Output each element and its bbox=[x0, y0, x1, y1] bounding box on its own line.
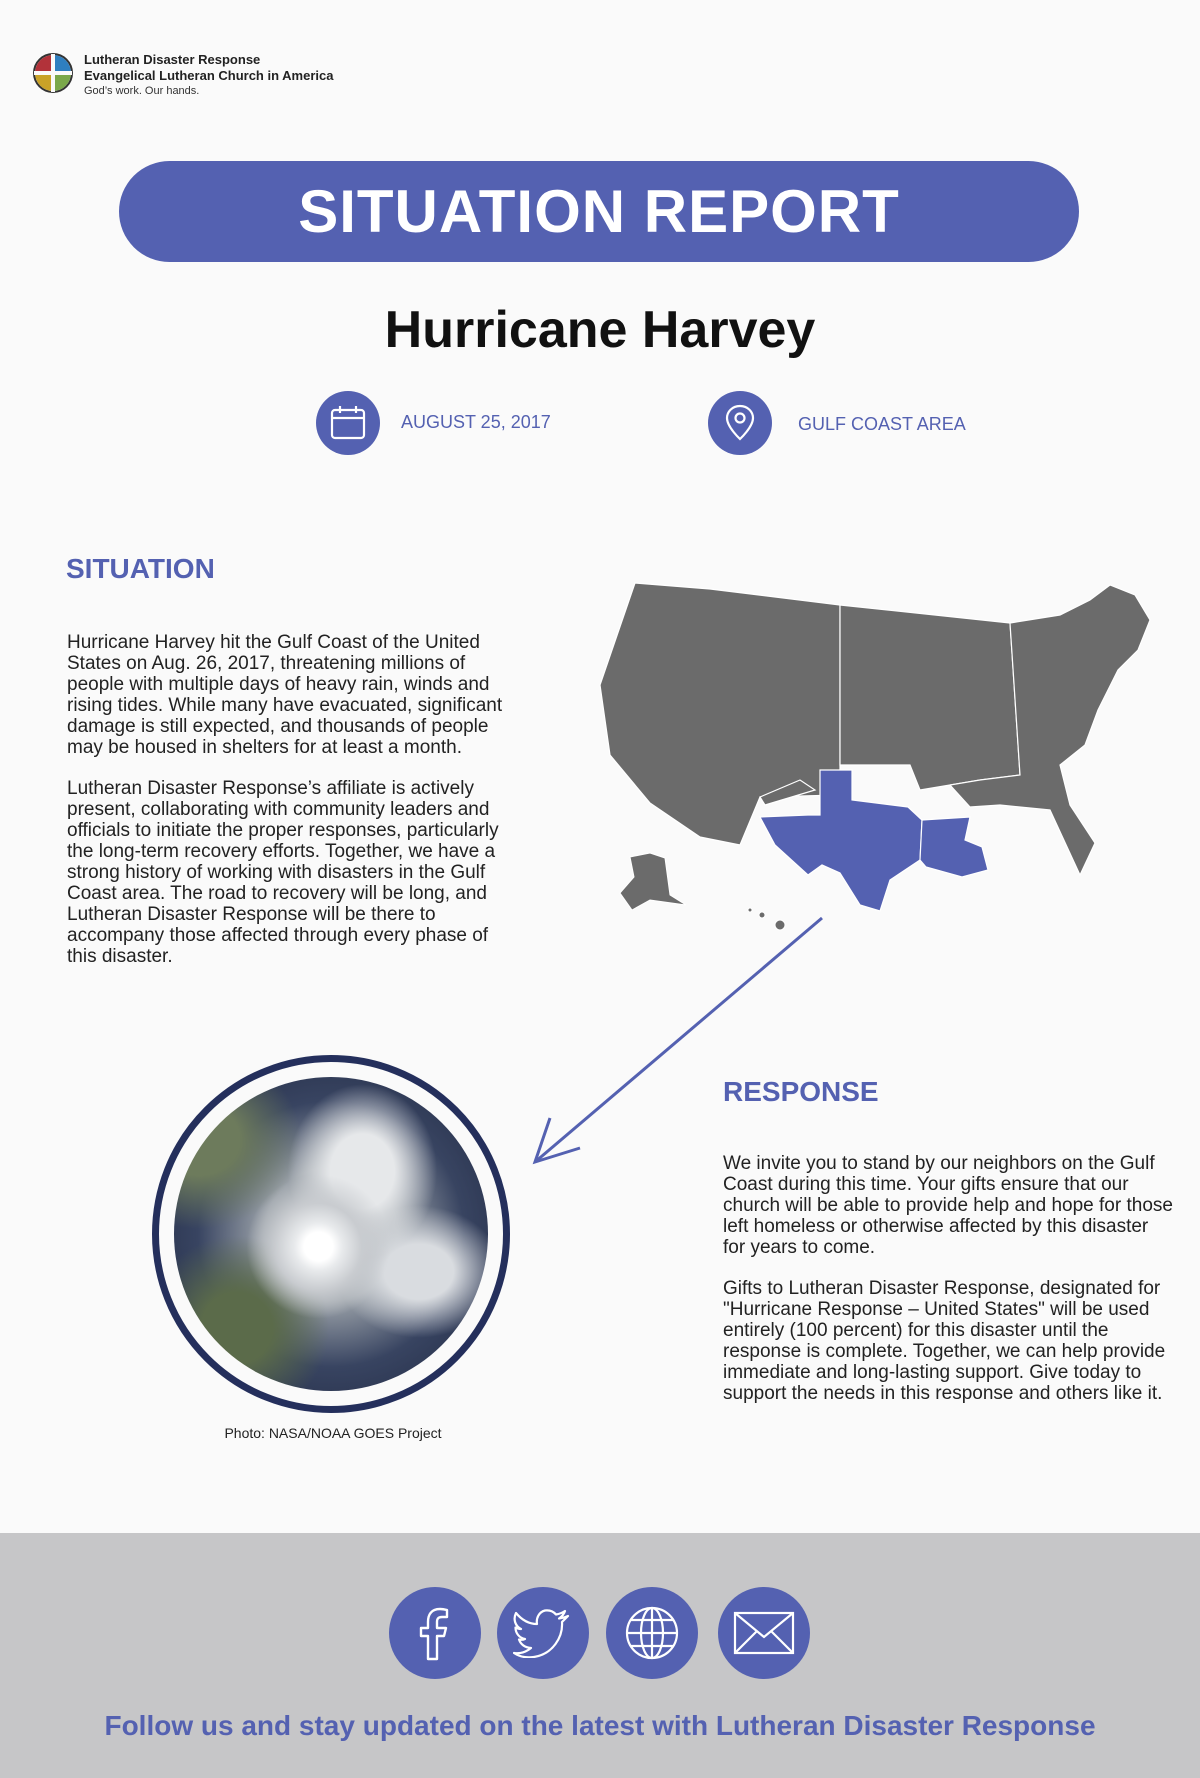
situation-heading: SITUATION bbox=[66, 553, 215, 584]
response-paragraph: Gifts to Lutheran Disaster Response, designated for "Hurricane Response – United States" will be used entirely (100 percent) for this disaster until the response is complete. Together, we can help provide immediate and long-lasting support. Give today to support the needs in this response and others like it. bbox=[723, 1278, 1166, 1404]
response-paragraph: We invite you to stand by our neighbors on the Gulf Coast during this time. Your gifts ensure that our church will be able to provide help and hope for those left homeless or otherwise affected by this disaster for years to come. bbox=[723, 1153, 1173, 1258]
website-button[interactable] bbox=[606, 1587, 698, 1679]
report-date: AUGUST 25, 2017 bbox=[401, 412, 551, 432]
response-heading: RESPONSE bbox=[723, 1076, 879, 1107]
map-pin-icon bbox=[722, 403, 758, 443]
photo-credit: Photo: NASA/NOAA GOES Project bbox=[224, 1425, 442, 1441]
email-icon bbox=[733, 1611, 795, 1655]
page-title: Hurricane Harvey bbox=[384, 301, 816, 359]
facebook-icon bbox=[410, 1603, 460, 1663]
report-location: GULF COAST AREA bbox=[798, 414, 966, 434]
banner-title: SITUATION REPORT bbox=[298, 178, 900, 245]
facebook-button[interactable] bbox=[389, 1587, 481, 1679]
church-name: Evangelical Lutheran Church in America bbox=[84, 68, 334, 84]
arrow-pointer bbox=[520, 910, 840, 1170]
response-text bbox=[723, 1153, 1173, 1424]
location-badge bbox=[708, 391, 772, 455]
elca-cross-icon bbox=[32, 52, 74, 94]
twitter-button[interactable] bbox=[497, 1587, 589, 1679]
situation-paragraph: Hurricane Harvey hit the Gulf Coast of the United States on Aug. 26, 2017, threatening millions of people with multiple days of heavy rain, winds and rising tides. While many have evacuated, significant damage is still expected, and thousands of people may be housed in shelters for at least a month. bbox=[67, 632, 503, 758]
situation-text bbox=[67, 632, 512, 987]
tagline: God’s work. Our hands. bbox=[84, 84, 200, 97]
western-states bbox=[600, 583, 840, 845]
org-name: Lutheran Disaster Response bbox=[84, 52, 261, 67]
situation-paragraph: Lutheran Disaster Response’s affiliate is actively present, collaborating with community leaders and officials to initiate the proper responses, particularly the long-term recovery efforts. Together, we have a strong history of working with disasters in the Gulf Coast area. The road to recovery will be long, and Lutheran Disaster Response will be there to accompany those affected through every phase of this disaster. bbox=[67, 778, 499, 967]
email-button[interactable] bbox=[718, 1587, 810, 1679]
globe-icon bbox=[622, 1603, 682, 1663]
calendar-icon bbox=[328, 403, 368, 443]
twitter-icon bbox=[513, 1608, 573, 1658]
louisiana-state bbox=[920, 817, 988, 877]
footer-follow-text: Follow us and stay updated on the latest with Lutheran Disaster Response bbox=[104, 1710, 1096, 1741]
hurricane-satellite-photo bbox=[174, 1077, 488, 1391]
date-badge bbox=[316, 391, 380, 455]
org-logo bbox=[32, 52, 333, 98]
central-states bbox=[840, 605, 1020, 790]
situation-report-banner bbox=[119, 161, 1079, 262]
hurricane-photo-frame bbox=[152, 1055, 510, 1413]
us-map bbox=[590, 575, 1180, 945]
alaska-state bbox=[620, 853, 686, 910]
